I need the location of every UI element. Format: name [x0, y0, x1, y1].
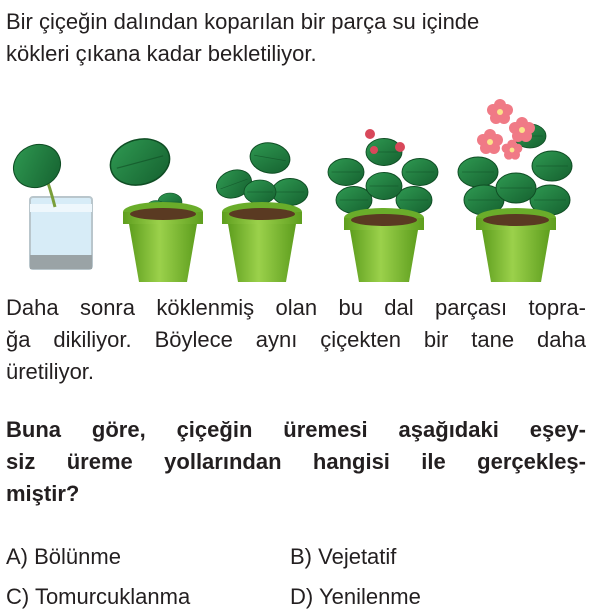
option-b[interactable] — [290, 543, 396, 571]
option-c-letter: C) — [6, 584, 30, 609]
option-a[interactable] — [6, 543, 121, 571]
description-line-3: üretiliyor. — [6, 359, 95, 384]
young-plant-stage — [212, 140, 308, 282]
intro-line-2: kökleri çıkana kadar bekletiliyor. — [6, 41, 317, 66]
intro-paragraph — [6, 6, 586, 70]
option-a-text: Bölünme — [34, 544, 121, 569]
question-line-3: miştir? — [6, 481, 80, 506]
option-d[interactable] — [290, 583, 421, 611]
description-paragraph — [6, 292, 586, 388]
plant-growth-illustration — [0, 92, 593, 282]
option-d-text: Yenilenme — [318, 584, 421, 609]
sprout-stage — [105, 133, 203, 282]
question-line-2: siz üreme yollarından hangisi ile gerçekleş- — [6, 449, 586, 474]
intro-line-1: Bir çiçeğin dalından koparılan bir parça su içinde — [6, 9, 480, 34]
budding-plant-stage — [328, 129, 438, 282]
description-line-2: ğa dikiliyor. Böylece aynı çiçekten bir tane daha — [6, 327, 586, 352]
option-b-text: Vejetatif — [318, 544, 397, 569]
question-stem — [6, 414, 586, 510]
cutting-in-water-stage — [6, 137, 92, 269]
option-c[interactable] — [6, 583, 190, 611]
option-d-letter: D) — [290, 584, 314, 609]
option-b-letter: B) — [290, 544, 312, 569]
option-c-text: Tomurcuklanma — [34, 584, 191, 609]
flowering-plant-stage — [458, 99, 572, 282]
option-a-letter: A) — [6, 544, 28, 569]
question-line-1: Buna göre, çiçeğin üremesi aşağıdaki eşey- — [6, 417, 586, 442]
description-line-1: Daha sonra köklenmiş olan bu dal parçası topra- — [6, 295, 586, 320]
